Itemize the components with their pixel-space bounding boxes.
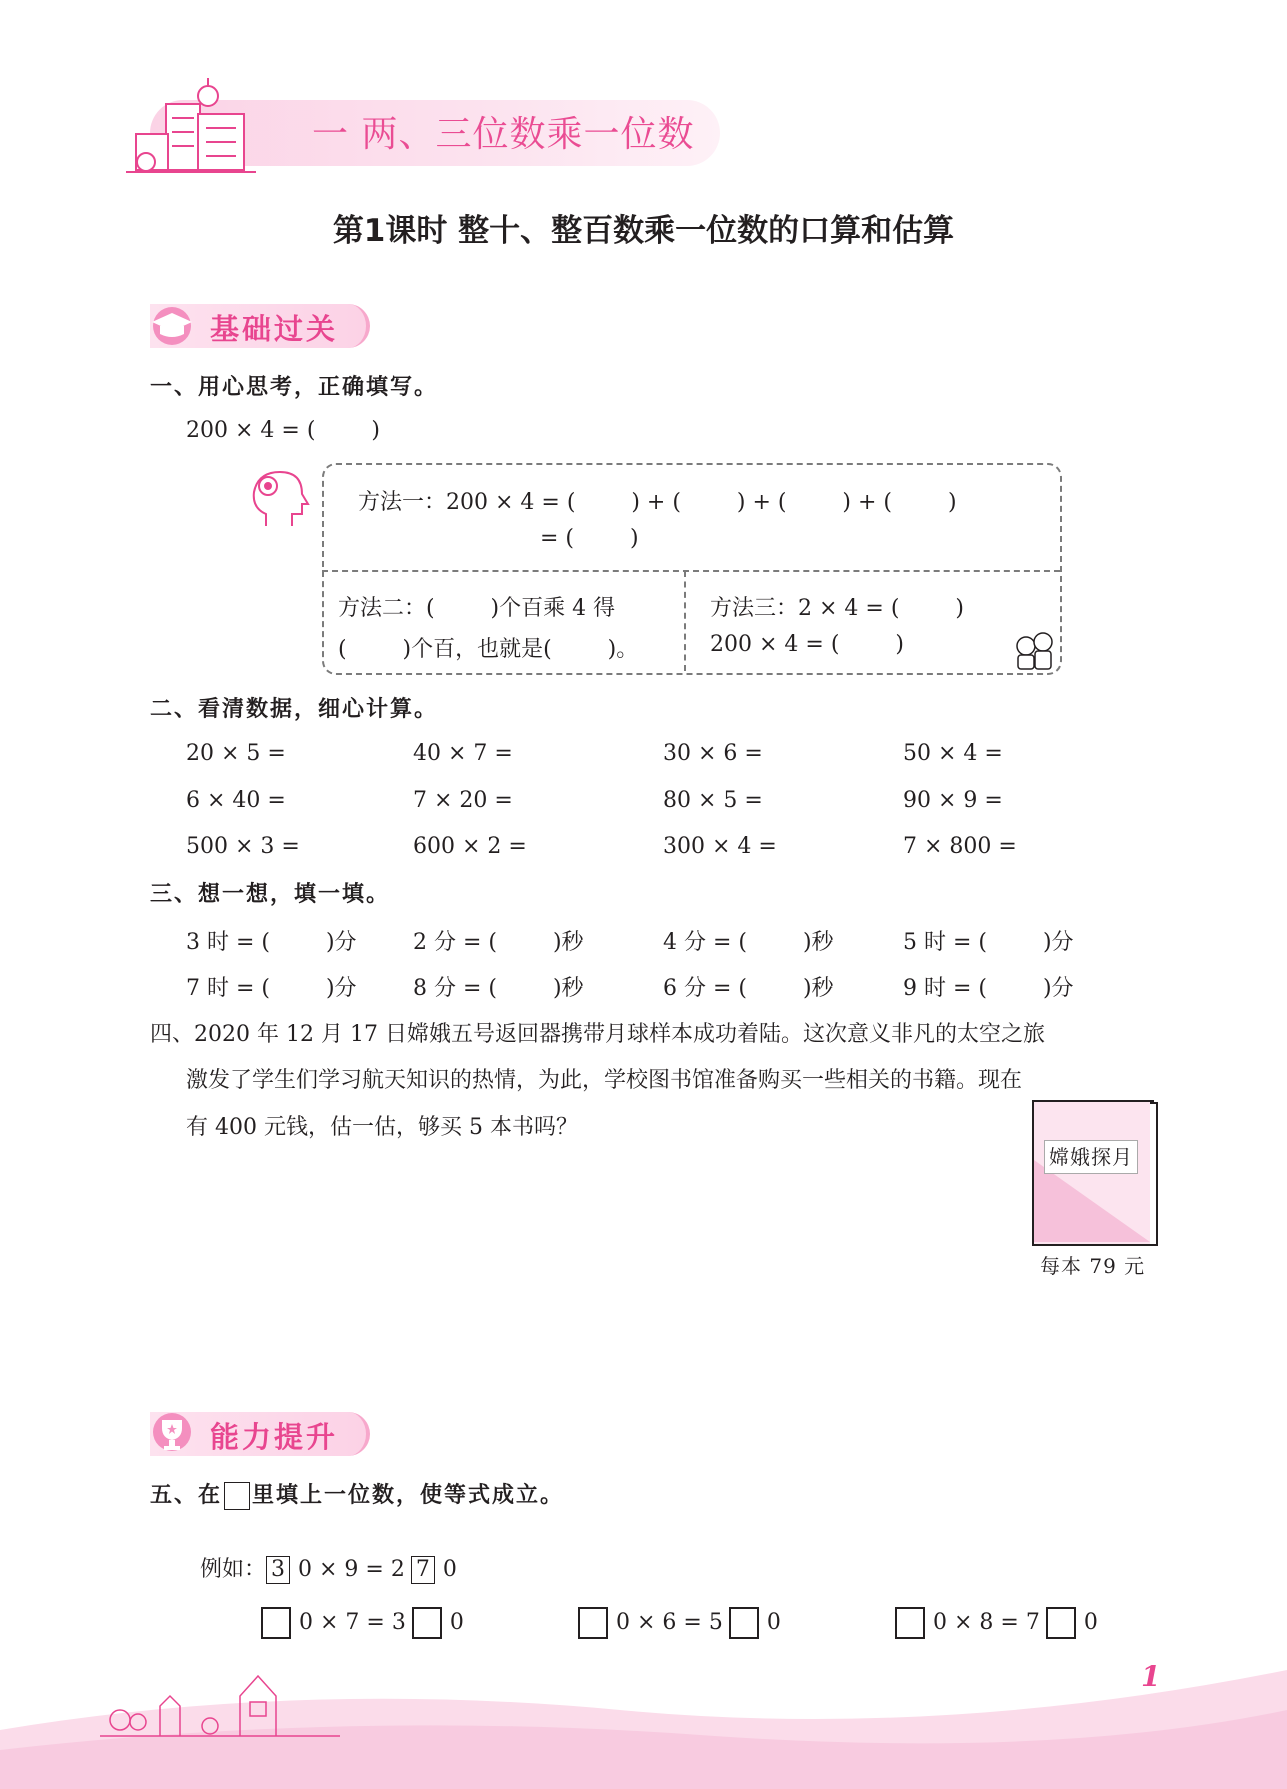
fill-item-middle: 0 × 6 = 5: [616, 1610, 723, 1635]
page-number: 1: [1141, 1660, 1161, 1693]
trophy-icon: [146, 1410, 198, 1454]
question-5-title-start: 五、在: [150, 1482, 223, 1508]
question-4-line-2: 激发了学生们学习航天知识的热情，为此，学校图书馆准备购买一些相关的书籍。现在: [186, 1068, 1023, 1093]
question-5-title: [150, 1478, 564, 1510]
question-5-title-end: 里填上一位数，使等式成立。: [252, 1482, 565, 1508]
example-end: 0: [442, 1557, 457, 1582]
question-1-title: 一、用心思考，正确填写。: [150, 374, 439, 400]
section-label-advanced: 能力提升: [210, 1420, 339, 1454]
fill-item-middle: 0 × 7 = 3: [299, 1610, 406, 1635]
digit-input-box[interactable]: [412, 1607, 442, 1639]
calc-cell: 50 × 4 =: [903, 741, 1003, 766]
question-3-title: 三、想一想，填一填。: [150, 881, 391, 907]
time-cell: 7 时 = ( )分: [186, 976, 357, 1001]
digit-input-box[interactable]: [895, 1607, 925, 1639]
empty-box-icon: [224, 1482, 250, 1510]
thinking-head-icon: [246, 466, 310, 530]
book-title: 嫦娥探月: [1044, 1140, 1138, 1174]
method-2-line-2: ( )个百，也就是( )。: [338, 637, 639, 662]
calc-cell: 500 × 3 =: [186, 834, 300, 859]
example-digit-box: 3: [266, 1556, 290, 1584]
castle-town-icon: [100, 1650, 340, 1740]
fill-item-end: 0: [449, 1610, 464, 1635]
time-cell: 4 分 = ( )秒: [663, 930, 834, 955]
fill-item-end: 0: [766, 1610, 781, 1635]
example-label: 例如：: [200, 1557, 267, 1582]
book-pages: [1150, 1102, 1158, 1246]
chapter-title: 一 两、三位数乘一位数: [312, 114, 695, 155]
graduation-cap-icon: [146, 302, 198, 346]
example-middle: 0 × 9 = 2: [298, 1557, 405, 1582]
calc-cell: 7 × 20 =: [413, 788, 513, 813]
method-divider-horizontal: [322, 570, 1060, 572]
digit-input-box[interactable]: [261, 1607, 291, 1639]
lesson-title: 第1课时 整十、整百数乘一位数的口算和估算: [332, 213, 955, 249]
digit-input-box[interactable]: [578, 1607, 608, 1639]
method-divider-vertical: [684, 571, 686, 671]
time-cell: 8 分 = ( )秒: [413, 976, 584, 1001]
digit-input-box[interactable]: [729, 1607, 759, 1639]
section-label-basic: 基础过关: [210, 312, 339, 346]
calc-cell: 30 × 6 =: [663, 741, 763, 766]
calc-cell: 20 × 5 =: [186, 741, 286, 766]
method-1-line-2: = ( ): [540, 526, 639, 551]
calc-cell: 6 × 40 =: [186, 788, 286, 813]
time-cell: 3 时 = ( )分: [186, 930, 357, 955]
time-cell: 2 分 = ( )秒: [413, 930, 584, 955]
book-price: 每本 79 元: [1040, 1254, 1146, 1278]
fill-item: [881, 1582, 1098, 1639]
question-4-line-1: 四、2020 年 12 月 17 日嫦娥五号返回器携带月球样本成功着陆。这次意义非凡的太空之旅: [150, 1022, 1045, 1047]
method-1-line-1: 方法一：200 × 4 = ( ) + ( ) + ( ) + ( ): [358, 490, 957, 515]
fill-item-end: 0: [1083, 1610, 1098, 1635]
digit-input-box[interactable]: [1046, 1607, 1076, 1639]
question-4-line-3: 有 400 元钱，估一估，够买 5 本书吗？: [186, 1115, 578, 1140]
fill-item: [564, 1582, 781, 1639]
calc-cell: 80 × 5 =: [663, 788, 763, 813]
calc-cell: 300 × 4 =: [663, 834, 777, 859]
example-row: [186, 1527, 457, 1584]
method-2-line-1: 方法二：( )个百乘 4 得: [338, 596, 616, 621]
calc-cell: 90 × 9 =: [903, 788, 1003, 813]
fill-item-middle: 0 × 8 = 7: [933, 1610, 1040, 1635]
time-cell: 5 时 = ( )分: [903, 930, 1074, 955]
school-building-icon: [126, 74, 266, 178]
method-3-line-2: 200 × 4 = ( ): [710, 632, 904, 657]
calc-cell: 7 × 800 =: [903, 834, 1017, 859]
calc-cell: 600 × 2 =: [413, 834, 527, 859]
fill-item: [247, 1582, 464, 1639]
question-1-expression: 200 × 4 = ( ): [186, 418, 380, 443]
example-digit-box: 7: [411, 1556, 435, 1584]
calc-cell: 40 × 7 =: [413, 741, 513, 766]
question-2-title: 二、看清数据，细心计算。: [150, 696, 439, 722]
method-3-line-1: 方法三：2 × 4 = ( ): [710, 596, 964, 621]
time-cell: 6 分 = ( )秒: [663, 976, 834, 1001]
time-cell: 9 时 = ( )分: [903, 976, 1074, 1001]
cartoon-kids-icon: [1012, 628, 1058, 672]
